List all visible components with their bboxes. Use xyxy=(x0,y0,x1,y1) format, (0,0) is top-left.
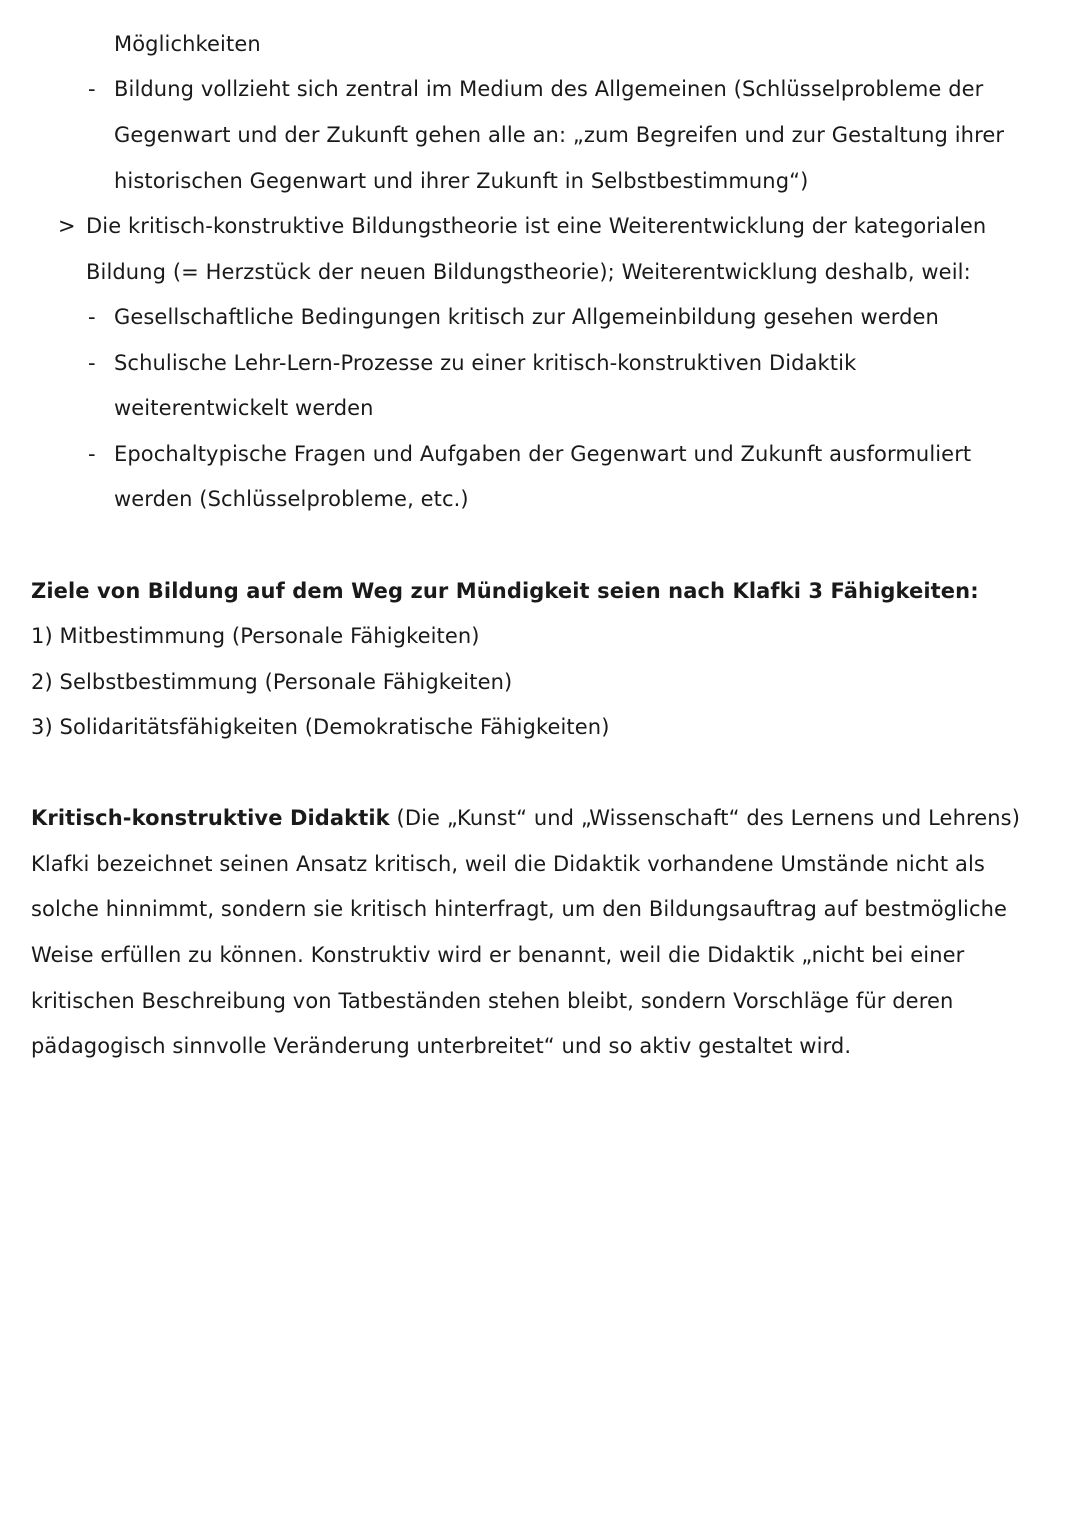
text-line: weiterentwickelt werden xyxy=(114,396,374,420)
list-item: 1) Mitbestimmung (Personale Fähigkeiten) xyxy=(31,624,480,648)
text-line: Gesellschaftliche Bedingungen kritisch zur Allgemeinbildung gesehen werden xyxy=(114,305,939,329)
arrow-bullet: > xyxy=(58,214,76,238)
paragraph-line: solche hinnimmt, sondern sie kritisch hinterfragt, um den Bildungsauftrag auf bestmögliche xyxy=(31,897,1008,921)
dash-bullet: - xyxy=(88,305,96,329)
list-item: 3) Solidaritätsfähigkeiten (Demokratische Fähigkeiten) xyxy=(31,715,610,739)
dash-bullet: - xyxy=(88,77,96,101)
list-item: 2) Selbstbestimmung (Personale Fähigkeiten) xyxy=(31,670,513,694)
paragraph-line: kritischen Beschreibung von Tatbeständen stehen bleibt, sondern Vorschläge für deren xyxy=(31,989,954,1013)
text-line: Gegenwart und der Zukunft gehen alle an: „zum Begreifen und zur Gestaltung ihrer xyxy=(114,123,1005,147)
heading-rest: (Die „Kunst“ und „Wissenschaft“ des Lernens und Lehrens) xyxy=(389,806,1021,830)
text-line: werden (Schlüsselprobleme, etc.) xyxy=(114,487,469,511)
text-line: Bildung vollzieht sich zentral im Medium des Allgemeinen (Schlüsselprobleme der xyxy=(114,77,984,101)
section-heading xyxy=(31,804,1020,832)
dash-bullet: - xyxy=(88,442,96,466)
heading-bold: Kritisch-konstruktive Didaktik xyxy=(31,806,390,830)
text-line: Die kritisch-konstruktive Bildungstheorie ist eine Weiterentwicklung der kategorialen xyxy=(86,214,987,238)
text-line: Möglichkeiten xyxy=(114,32,261,56)
paragraph-line: Weise erfüllen zu können. Konstruktiv wird er benannt, weil die Didaktik „nicht bei einer xyxy=(31,943,965,967)
text-line: historischen Gegenwart und ihrer Zukunft in Selbstbestimmung“) xyxy=(114,169,809,193)
text-line: Schulische Lehr-Lern-Prozesse zu einer kritisch-konstruktiven Didaktik xyxy=(114,351,857,375)
text-line: Bildung (= Herzstück der neuen Bildungstheorie); Weiterentwicklung deshalb, weil: xyxy=(86,260,971,284)
paragraph-line: Klafki bezeichnet seinen Ansatz kritisch, weil die Didaktik vorhandene Umstände nicht als xyxy=(31,852,985,876)
section-heading: Ziele von Bildung auf dem Weg zur Mündigkeit seien nach Klafki 3 Fähigkeiten: xyxy=(31,579,979,603)
paragraph-line: pädagogisch sinnvolle Veränderung unterbreitet“ und so aktiv gestaltet wird. xyxy=(31,1034,852,1058)
text-line: Epochaltypische Fragen und Aufgaben der Gegenwart und Zukunft ausformuliert xyxy=(114,442,972,466)
dash-bullet: - xyxy=(88,351,96,375)
